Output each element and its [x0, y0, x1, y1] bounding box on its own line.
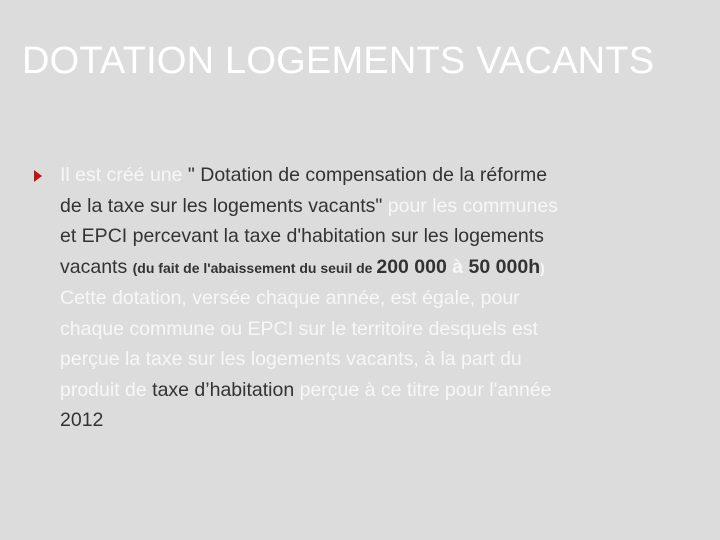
text-segment-highlight: de la taxe sur les logements vacants": [60, 194, 383, 217]
text-segment: Il est créé une: [60, 164, 188, 186]
text-segment: perçue à ce titre pour l'année: [294, 378, 552, 401]
text-segment: Cette dotation, versée chaque année, est égale, pour: [60, 287, 520, 309]
text-segment-highlight: 200 000: [376, 255, 447, 278]
text-segment: produit de: [60, 378, 153, 401]
bullet-item: [60, 160, 715, 283]
text-segment: pour les communes: [382, 194, 558, 217]
text-segment-highlight: vacants: [60, 255, 133, 278]
text-segment: perçue la taxe sur les logements vacants, à la part du: [60, 348, 522, 370]
text-segment-highlight: 50 000h: [468, 255, 541, 278]
text-segment-highlight: du fait de l'abaissement du seuil de: [137, 259, 377, 276]
slide-content: [60, 160, 715, 436]
paragraph-dotation-creation: [60, 160, 715, 283]
text-segment-highlight: 2012: [60, 409, 104, 431]
right-triangle-icon: [34, 170, 42, 182]
text-segment-highlight: et EPCI percevant la taxe d'habitation sur les logements: [60, 225, 544, 247]
text-segment: chaque commune ou EPCI sur le territoire desquels est: [60, 317, 538, 340]
text-segment-highlight: " Dotation de compensation de la réforme: [187, 164, 548, 186]
text-segment-highlight: taxe d’habitation: [152, 378, 295, 401]
slide-title: DOTATION LOGEMENTS VACANTS: [22, 40, 655, 82]
text-segment: ): [540, 259, 545, 276]
text-segment: à: [446, 255, 469, 278]
text-segment-highlight: (: [132, 259, 138, 276]
paragraph-dotation-amount: [60, 283, 715, 436]
